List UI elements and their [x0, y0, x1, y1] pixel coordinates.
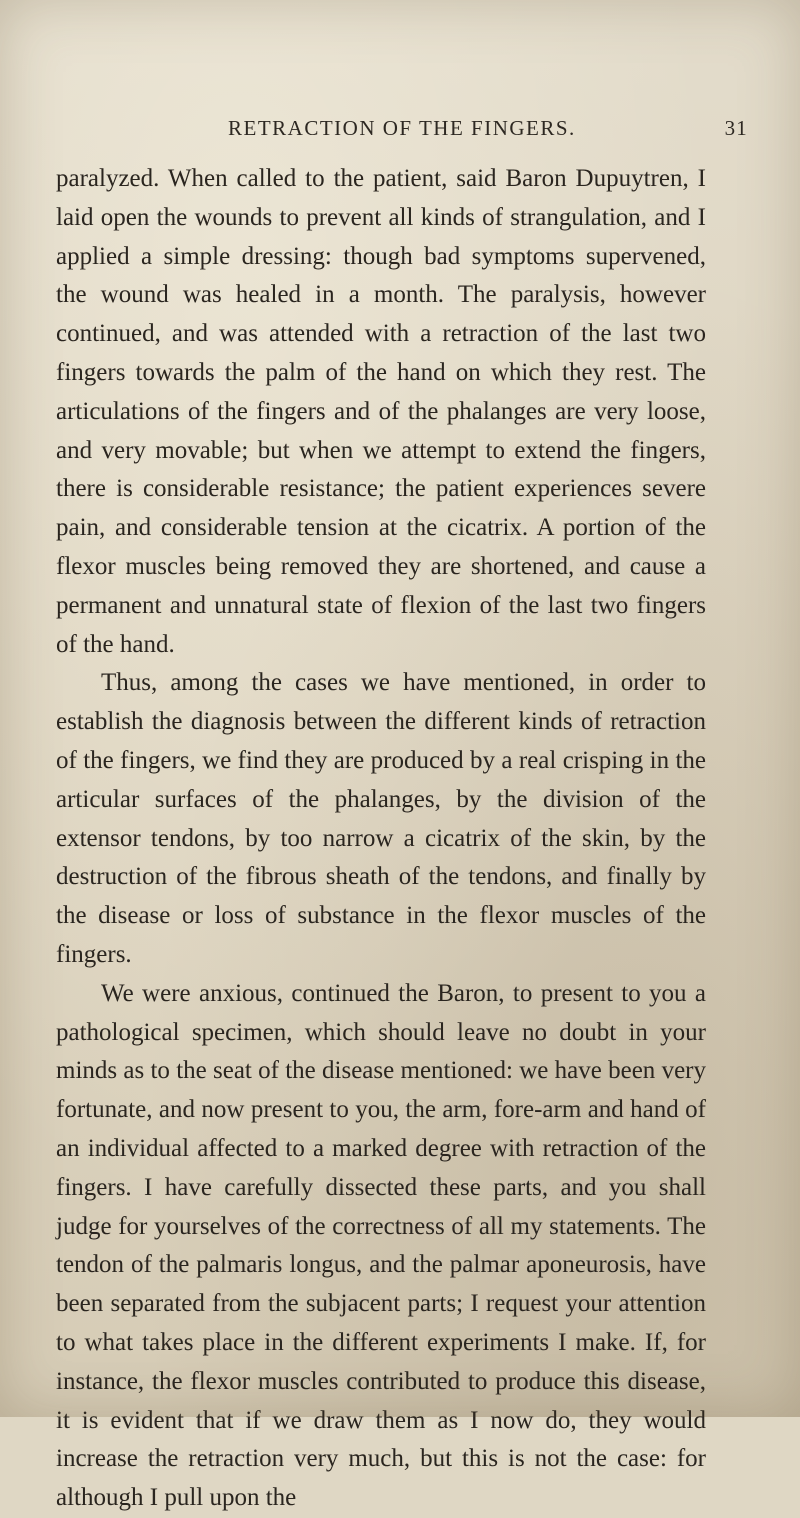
- running-head: [228, 112, 748, 152]
- paragraph-2: Thus, among the cases we have mentioned, in order to establish the diagnosis between the different kinds of retraction of the fingers, we find they are produced by a real crisping in the articular surfaces of the phalanges, by the division of the extensor tendons, by too narrow a cicatrix of the skin, by the destruction of the fibrous sheath of the tendons, and finally by the disease or loss of substance in the flexor muscles of the fingers.: [56, 669, 706, 968]
- paragraph-3: We were anxious, continued the Baron, to present to you a pathological specimen, which should leave no doubt in your minds as to the seat of the disease mentioned: we have been very fortunate, and now present to you, the arm, fore-arm and hand of an individual affected to a marked degree with retraction of the fingers. I have carefully dissected these parts, and you shall judge for yourselves of the correctness of all my statements. The tendon of the palmaris longus, and the palmar aponeurosis, have been separated from the subjacent parts; I request your attention to what takes place in the different experiments I make. If, for instance, the flexor muscles contributed to produce this disease, it is evident that if we draw them as I now do, they would increase the retraction very much, but this is not the case: for although I pull upon the: [56, 979, 706, 1512]
- page-number: 31: [724, 116, 748, 140]
- running-title: RETRACTION OF THE FINGERS.: [228, 116, 576, 140]
- body-text: [56, 160, 706, 1518]
- paragraph-1: paralyzed. When called to the patient, said Baron Dupuytren, I laid open the wounds to prevent all kinds of strangulation, and I applied a simple dressing: though bad symptoms supervened, the wound was healed in a month. The paralysis, however continued, and was attended with a retraction of the last two fingers towards the palm of the hand on which they rest. The articulations of the fingers and of the phalanges are very loose, and very movable; but when we attempt to extend the fingers, there is considerable resistance; the patient experiences severe pain, and considerable tension at the cicatrix. A portion of the flexor muscles being removed they are shortened, and cause a permanent and unnatural state of flexion of the last two fingers of the hand.: [56, 165, 706, 658]
